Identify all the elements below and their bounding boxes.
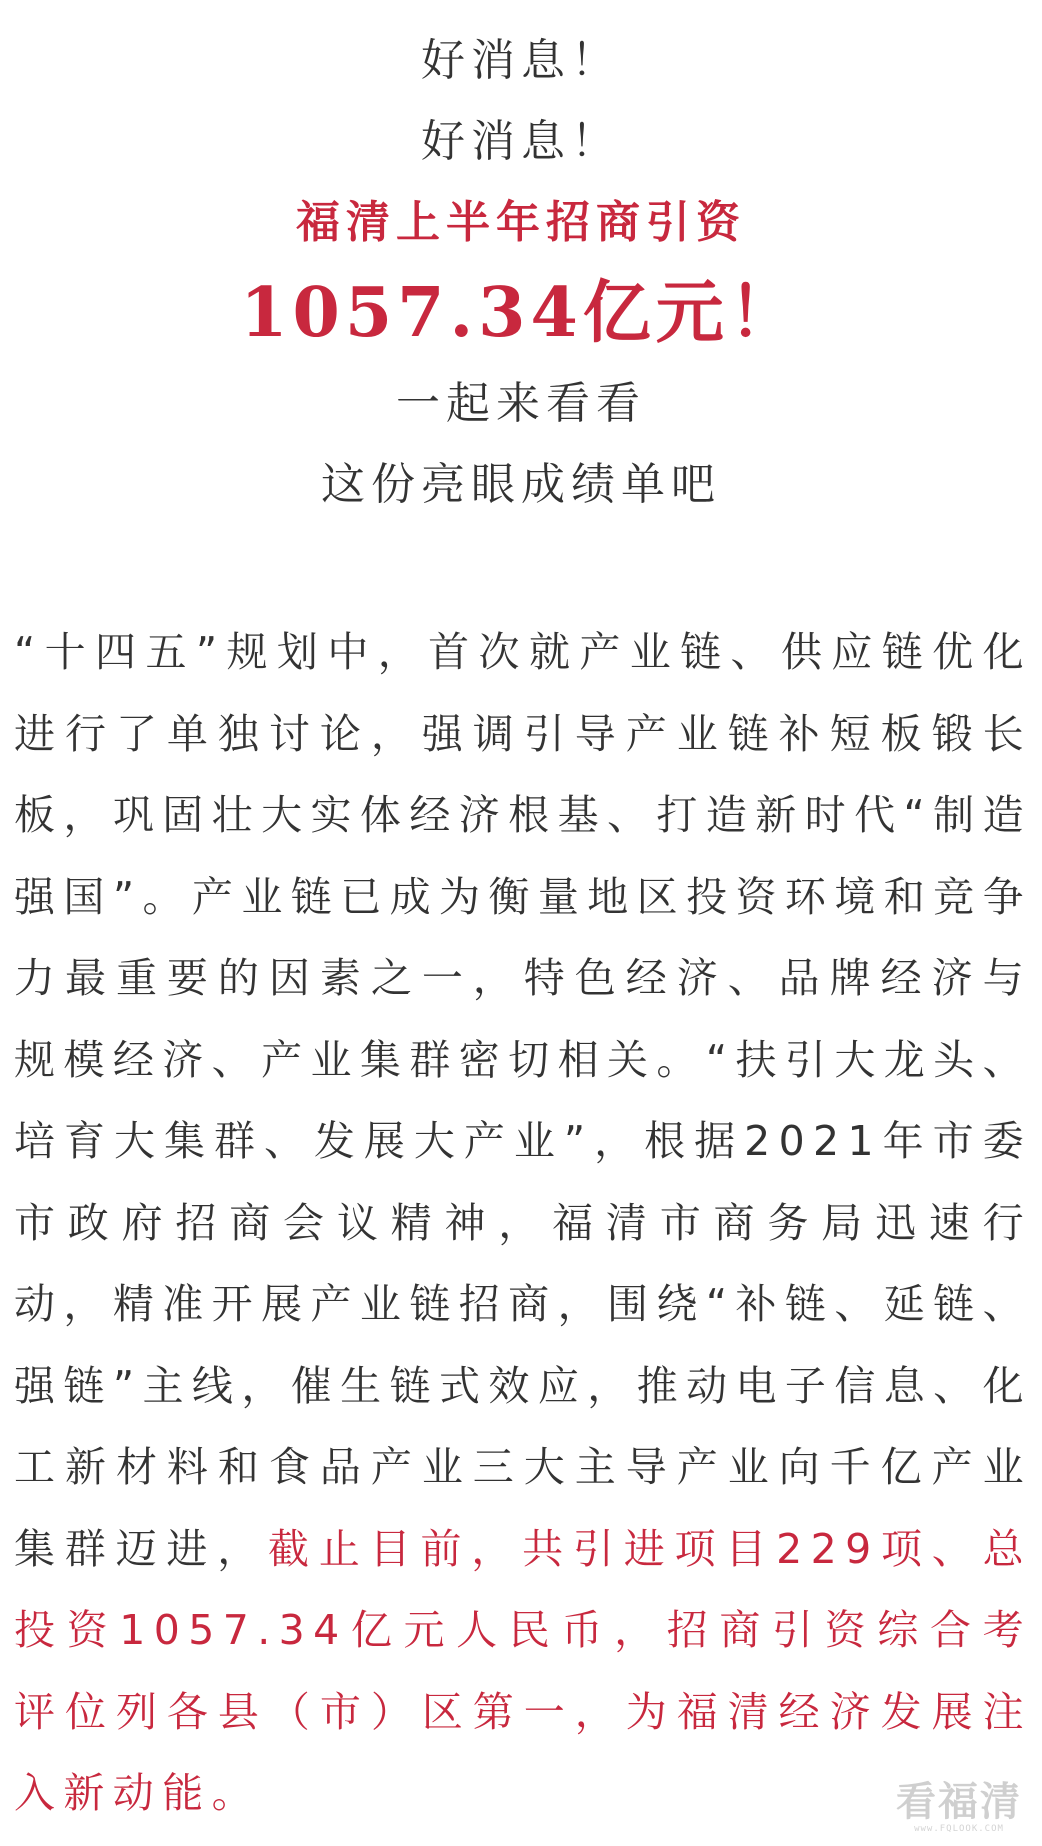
watermark-logo — [896, 1780, 1022, 1834]
intro-line-look: 一起来看看 — [396, 378, 646, 429]
intro-line-good-news-2: 好消息！ — [421, 116, 621, 167]
watermark-url: www.FQLOOK.COM — [914, 1824, 1004, 1834]
article-text: “十四五”规划中，首次就产业链、供应链优化进行了单独讨论，强调引导产业链补短板锻长板，巩固壮大实体经济根基、打造新时代“制造强国”。产业链已成为衡量地区投资环境和竞争力最重要的因素之一，特色经济、品牌经济与规模经济、产业集群密切相关。“扶引大龙头、培育大集群、发展大产业”，根据2021年市委市政府招商会议精神，福清市商务局迅速行动，精准开展产业链招商，围绕“补链、延链、强链”主线，催生链式效应，推动电子信息、化工新材料和食品产业三大主导产业向千亿产业集群迈进， — [14, 628, 1032, 1573]
watermark-text: 看福清 — [896, 1779, 1022, 1825]
article-highlight-text: 截止目前，共引进项目229项、总投资1057.34亿元人民币，招商引资综合考评位列各县（市）区第一，为福清经济发展注入新动能。 — [14, 1524, 1033, 1817]
article-paragraph — [14, 612, 1032, 1835]
intro-line-good-news-1: 好消息！ — [421, 35, 621, 86]
intro-block — [0, 20, 1042, 525]
intro-line-report: 这份亮眼成绩单吧 — [321, 459, 721, 510]
headline: 福清上半年招商引资 — [296, 197, 746, 248]
investment-amount: 1057.34亿元！ — [240, 273, 802, 353]
